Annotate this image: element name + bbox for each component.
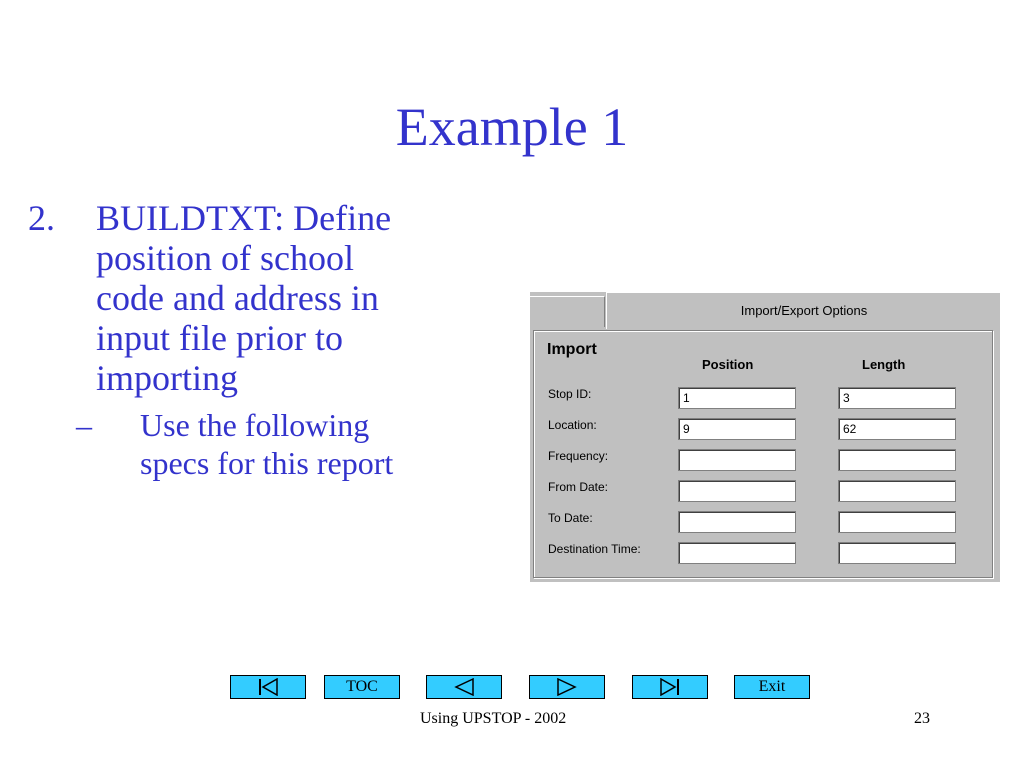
- stop-id-position-field[interactable]: 1: [678, 387, 796, 409]
- first-slide-button[interactable]: [230, 675, 306, 699]
- next-slide-button[interactable]: [529, 675, 605, 699]
- destination-time-position-field[interactable]: [678, 542, 796, 564]
- tab-blank[interactable]: [530, 296, 605, 327]
- last-slide-button[interactable]: [632, 675, 708, 699]
- exit-button[interactable]: Exit: [734, 675, 810, 699]
- column-header-length: Length: [862, 357, 906, 372]
- bullet-line: BUILDTXT: Define: [96, 198, 392, 238]
- toc-button[interactable]: TOC: [324, 675, 400, 699]
- page-number: 23: [914, 710, 930, 727]
- sub-bullet-item: [28, 406, 498, 482]
- sub-bullet-line: specs for this report: [140, 445, 394, 481]
- sub-bullet-dash: –: [76, 407, 92, 443]
- to-date-position-field[interactable]: [678, 511, 796, 533]
- bullet-list: [28, 198, 498, 482]
- from-date-position-field[interactable]: [678, 480, 796, 502]
- tab-import-export-options[interactable]: Import/Export Options: [606, 292, 1001, 329]
- from-date-length-field[interactable]: [838, 480, 956, 502]
- bullet-item: [28, 198, 498, 398]
- label-destination-time: Destination Time:: [548, 542, 641, 556]
- next-slide-icon: [556, 678, 578, 696]
- label-stop-id: Stop ID:: [548, 387, 592, 401]
- first-slide-icon: [257, 678, 279, 696]
- footer-text: Using UPSTOP - 2002: [420, 710, 567, 727]
- sub-bullet-line: Use the following: [140, 407, 370, 443]
- stop-id-length-field[interactable]: 3: [838, 387, 956, 409]
- previous-slide-button[interactable]: [426, 675, 502, 699]
- frequency-length-field[interactable]: [838, 449, 956, 471]
- slide-title: Example 1: [395, 97, 629, 157]
- import-export-dialog: [530, 292, 1000, 582]
- location-length-field[interactable]: 62: [838, 418, 956, 440]
- import-panel: [533, 330, 993, 578]
- panel-title: Import: [547, 341, 597, 358]
- bullet-line: importing: [96, 358, 238, 398]
- label-frequency: Frequency:: [548, 449, 609, 463]
- bullet-line: input file prior to: [96, 318, 343, 358]
- bullet-line: position of school: [96, 238, 354, 278]
- previous-slide-icon: [453, 678, 475, 696]
- label-to-date: To Date:: [548, 511, 593, 525]
- last-slide-icon: [659, 678, 681, 696]
- bullet-number: 2.: [28, 198, 55, 238]
- location-position-field[interactable]: 9: [678, 418, 796, 440]
- column-header-position: Position: [702, 357, 754, 372]
- frequency-position-field[interactable]: [678, 449, 796, 471]
- to-date-length-field[interactable]: [838, 511, 956, 533]
- destination-time-length-field[interactable]: [838, 542, 956, 564]
- label-from-date: From Date:: [548, 480, 609, 494]
- label-location: Location:: [548, 418, 597, 432]
- bullet-line: code and address in: [96, 278, 379, 318]
